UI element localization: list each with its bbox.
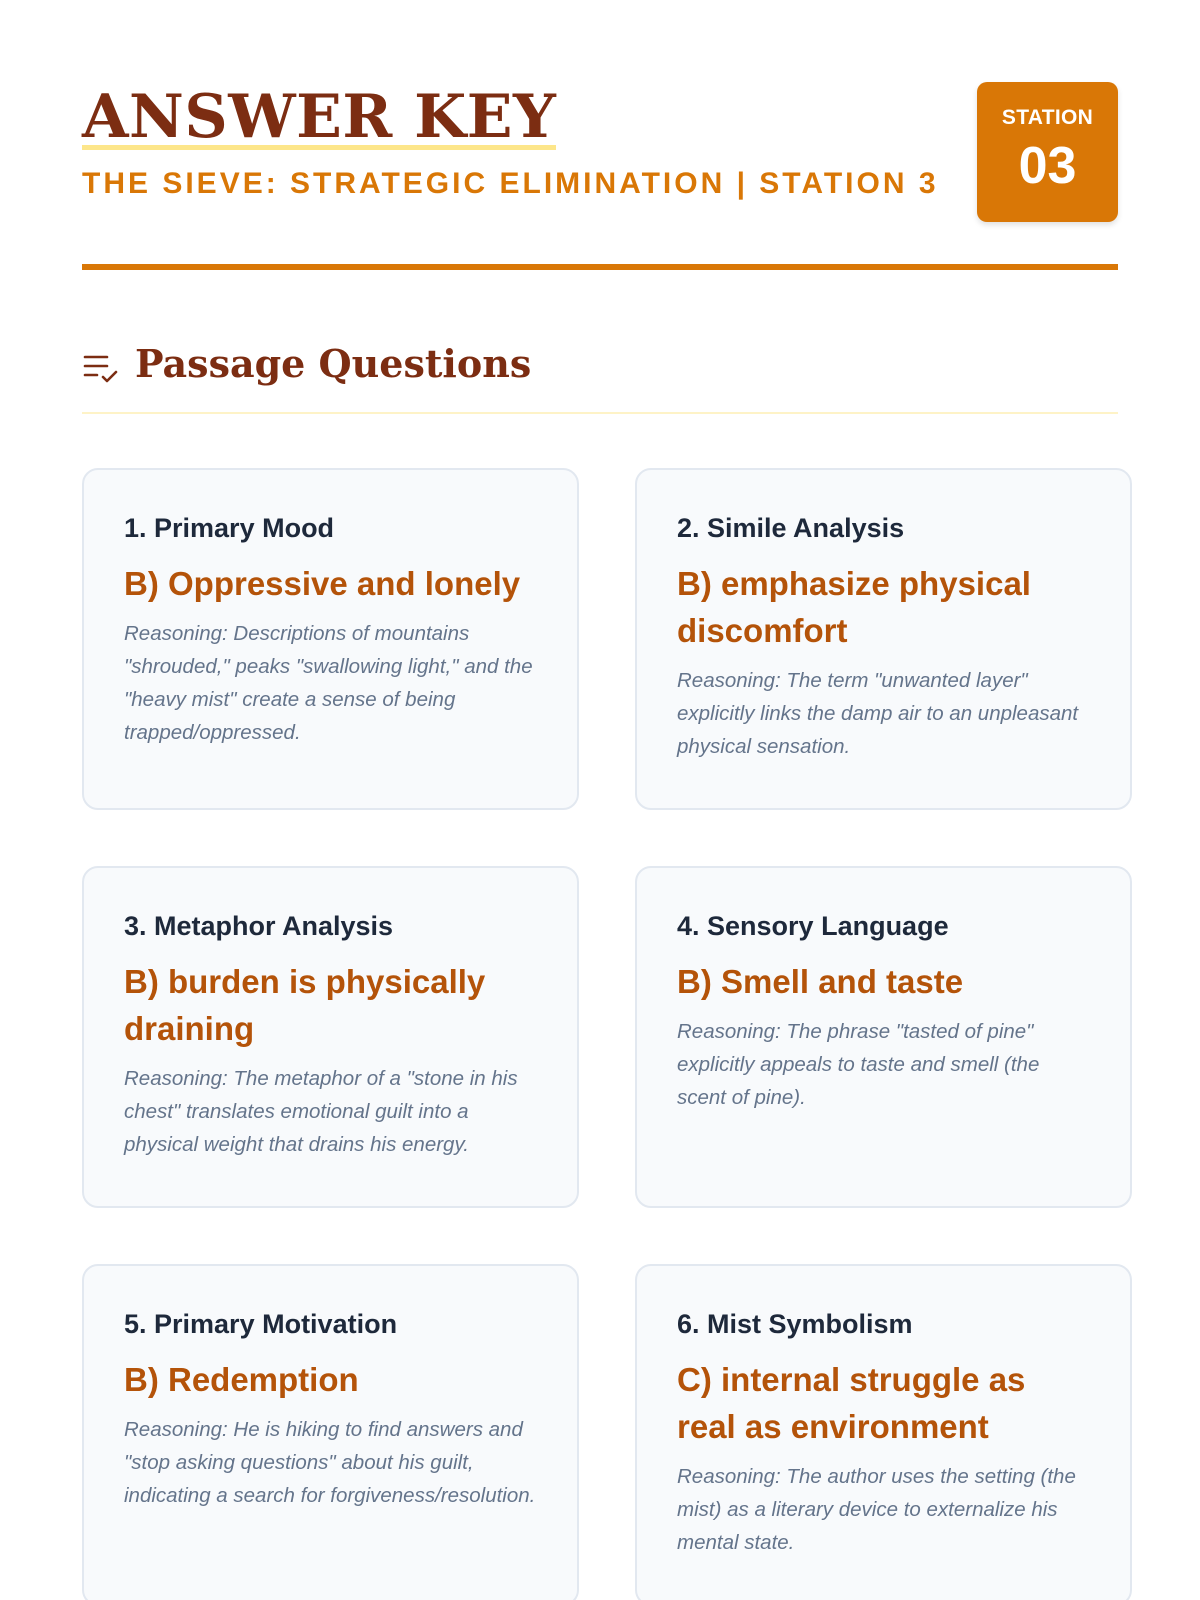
page-subtitle: THE SIEVE: STRATEGIC ELIMINATION | STATION 3 [82, 167, 939, 200]
question-answer: B) Redemption [124, 1361, 359, 1398]
question-reasoning: Reasoning: The metaphor of a "stone in his chest" translates emotional guilt into a physical weight that drains his energy. [124, 1067, 518, 1156]
question-answer: B) Oppressive and lonely [124, 565, 521, 602]
station-badge-label: STATION [1001, 106, 1094, 129]
question-answer: B) Smell and taste [677, 963, 964, 1000]
checklist-icon [82, 350, 120, 388]
question-title: 1. Primary Mood [124, 513, 335, 543]
section-title: Passage Questions [135, 341, 532, 386]
question-card-4 [635, 866, 1132, 1208]
question-title: 5. Primary Motivation [124, 1309, 398, 1339]
question-title: 6. Mist Symbolism [677, 1309, 913, 1339]
question-answer: B) burden is physically draining [124, 963, 486, 1047]
question-reasoning: Reasoning: The phrase "tasted of pine" explicitly appeals to taste and smell (the scent of pine). [677, 1020, 1040, 1109]
station-badge [977, 82, 1118, 222]
question-answer: C) internal struggle as real as environment [677, 1361, 1026, 1445]
question-reasoning: Reasoning: He is hiking to find answers and "stop asking questions" about his guilt, indicating a search for forgiveness/resolution. [124, 1418, 536, 1507]
section-header [82, 270, 1118, 414]
question-reasoning: Reasoning: Descriptions of mountains "shrouded," peaks "swallowing light," and the "heavy mist" create a sense of being trapped/oppressed. [124, 622, 533, 744]
question-reasoning: Reasoning: The term "unwanted layer" explicitly links the damp air to an unpleasant physical sensation. [677, 669, 1079, 758]
page-title: ANSWER KEY [82, 82, 557, 152]
question-card-1 [82, 468, 579, 810]
question-card-6 [635, 1264, 1132, 1600]
station-badge-number: 03 [1018, 137, 1077, 195]
question-card-5 [82, 1264, 579, 1600]
question-card-3 [82, 866, 579, 1208]
question-title: 3. Metaphor Analysis [124, 911, 394, 941]
question-title: 2. Simile Analysis [677, 513, 905, 543]
question-answer: B) emphasize physical discomfort [677, 565, 1031, 649]
question-grid [82, 468, 1118, 1600]
question-title: 4. Sensory Language [677, 911, 949, 941]
question-card-2 [635, 468, 1132, 810]
header [82, 0, 1118, 270]
question-reasoning: Reasoning: The author uses the setting (the mist) as a literary device to externalize his mental state. [677, 1465, 1076, 1554]
